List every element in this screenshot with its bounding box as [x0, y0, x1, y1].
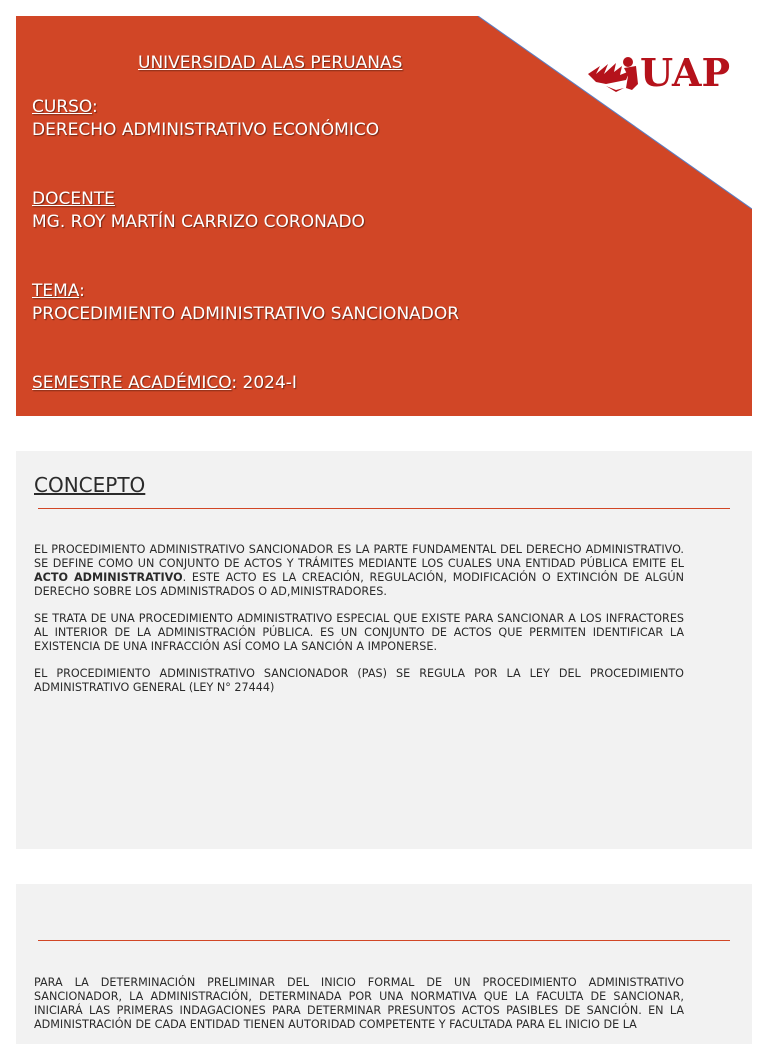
semestre-label: SEMESTRE ACADÉMICO — [32, 373, 232, 393]
heading-rule — [38, 940, 730, 941]
curso-value: DERECHO ADMINISTRATIVO ECONÓMICO — [32, 120, 380, 140]
tema-label: TEMA — [32, 281, 80, 301]
paragraph-1: PARA LA DETERMINACIÓN PRELIMINAR DEL INICIO FORMAL DE UN PROCEDIMIENTO ADMINISTRATIVO SANCIONADOR, LA ADMINISTRACIÓN, DETERMINADA POR UNA NORMATIVA QUE LA FACULTA DE SANCIONAR, INICIARÁ LAS PRIMERAS INDAGACIONES PARA DETERMINAR PRESUNTOS ACTOS PASIBLES DE SANCIÓN. EN LA ADMINISTRACIÓN DE CADA ENTIDAD TIENEN AUTORIDAD COMPETENTE Y FACULTADA PARA EL INICIO DE LA — [34, 976, 684, 1031]
bold-term: ACTO ADMINISTRATIVO — [34, 571, 183, 584]
university-name: UNIVERSIDAD ALAS PERUANAS — [138, 53, 403, 73]
paragraph-2: SE TRATA DE UNA PROCEDIMIENTO ADMINISTRATIVO ESPECIAL QUE EXISTE PARA SANCIONAR A LOS INFRACTORES AL INTERIOR DE LA ADMINISTRACIÓN PÚBLICA. ES UN CONJUNTO DE ACTOS QUE PERMITEN IDENTIFICAR LA EXISTENCIA DE UNA INFRACCIÓN ASÍ COMO LA SANCIÓN A IMPONERSE. — [34, 612, 684, 653]
heading-rule — [38, 508, 730, 509]
paragraph-1: EL PROCEDIMIENTO ADMINISTRATIVO SANCIONADOR ES LA PARTE FUNDAMENTAL DEL DERECHO ADMINISTRATIVO. SE DEFINE COMO UN CONJUNTO DE ACTOS Y TRÁMITES MEDIANTE LOS CUALES UNA ENTIDAD PÚBLICA EMITE EL ACTO ADMINISTRATIVO. ESTE ACTO ES LA CREACIÓN, REGULACIÓN, MODIFICACIÓN O EXTINCIÓN DE ALGÚN DERECHO SOBRE LOS ADMINISTRADOS O AD,MINISTRADORES. — [34, 543, 684, 598]
docente-block — [32, 188, 365, 234]
semestre-value: 2024-I — [242, 373, 297, 393]
semestre-block: SEMESTRE ACADÉMICO: 2024-I — [32, 373, 297, 393]
docente-label: DOCENTE — [32, 189, 115, 209]
curso-label: CURSO — [32, 97, 92, 117]
svg-text:UAP: UAP — [640, 50, 731, 94]
uap-logo — [586, 44, 736, 94]
slide-heading: CONCEPTO — [34, 473, 146, 497]
tema-block: TEMA: PROCEDIMIENTO ADMINISTRATIVO SANCIONADOR — [32, 281, 460, 324]
paragraph-3: EL PROCEDIMIENTO ADMINISTRATIVO SANCIONADOR (PAS) SE REGULA POR LA LEY DEL PROCEDIMIENTO ADMINISTRATIVO GENERAL (LEY N° 27444) — [34, 667, 684, 694]
docente-value: MG. ROY MARTÍN CARRIZO CORONADO — [32, 212, 365, 232]
title-slide — [16, 16, 752, 416]
concepto-slide — [16, 451, 752, 849]
content-body — [34, 976, 684, 1045]
tema-value: PROCEDIMIENTO ADMINISTRATIVO SANCIONADOR — [32, 304, 460, 324]
content-slide — [16, 884, 752, 1044]
concepto-body — [34, 543, 684, 708]
curso-block: CURSO: DERECHO ADMINISTRATIVO ECONÓMICO — [32, 97, 380, 140]
